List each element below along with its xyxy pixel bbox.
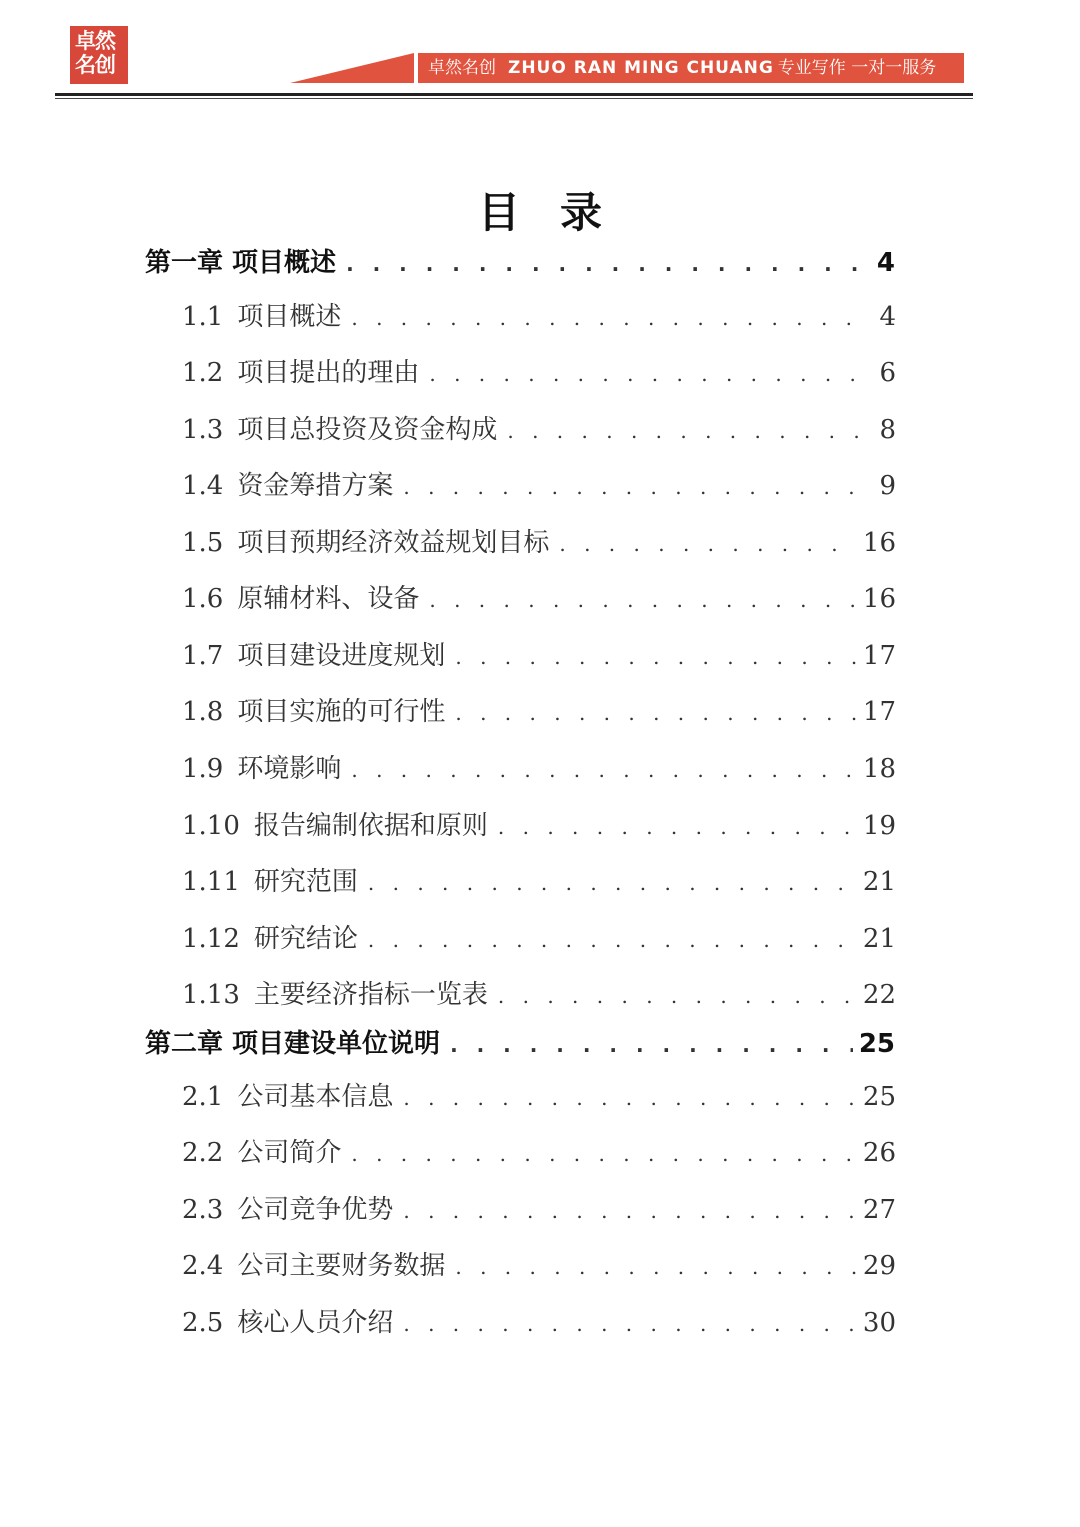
toc-page-number: 27 [862,1195,896,1225]
toc-page-number: 22 [862,980,896,1010]
toc-page-number: 4 [876,248,895,278]
toc-section-entry[interactable] [182,1189,896,1226]
toc-entry-number: 1.5 [182,528,224,558]
toc-page-number: 19 [862,811,896,841]
toc-page-number: 18 [862,754,896,784]
toc-section-entry[interactable] [182,409,896,446]
toc-section-entry[interactable] [182,522,896,559]
toc-leader-dots [507,419,860,443]
toc-entry-label: 环境影响 [237,754,342,784]
brand-logo [70,26,128,84]
toc-leader-dots [429,588,857,612]
toc-leader-dots [559,532,857,556]
toc-section-entry[interactable] [182,861,896,898]
toc-entry-label: 项目建设进度规划 [237,641,446,671]
toc-entry-number: 2.5 [182,1308,224,1338]
toc-entry-number: 1.13 [182,980,240,1010]
toc-entry-label: 项目概述 [237,302,342,332]
toc-page-number: 8 [879,415,896,445]
toc-leader-dots [455,1255,857,1279]
toc-leader-dots [429,362,860,386]
toc-entry-number: 2.2 [182,1138,224,1168]
toc-entry-label: 研究结论 [253,924,358,954]
toc-page-number: 17 [862,697,896,727]
toc-section-entry[interactable] [182,1076,896,1113]
toc-section-entry[interactable] [182,465,896,502]
header-banner [418,53,964,83]
toc-section-entry[interactable] [182,635,896,672]
toc-entry-label: 核心人员介绍 [237,1308,394,1338]
toc-entry-number: 1.2 [182,358,224,388]
toc-leader-dots [368,871,857,895]
toc-entry-label: 主要经济指标一览表 [253,980,488,1010]
toc-entry-label: 项目总投资及资金构成 [237,415,498,445]
toc-leader-dots [455,701,857,725]
toc-entry-number: 1.4 [182,471,224,501]
toc-section-entry[interactable] [182,918,896,955]
header-rule-thin [55,98,973,99]
toc-chapter-entry[interactable] [145,1023,895,1060]
toc-section-entry[interactable] [182,1245,896,1282]
toc-page-number: 29 [862,1251,896,1281]
toc-entry-label: 项目提出的理由 [237,358,420,388]
toc-entry-number: 2.3 [182,1195,224,1225]
toc-leader-dots [351,758,857,782]
toc-leader-dots [368,928,857,952]
toc-entry-label: 研究范围 [253,867,358,897]
toc-entry-label: 公司竞争优势 [237,1195,394,1225]
toc-entry-number: 1.12 [182,924,240,954]
toc-leader-dots [351,1142,857,1166]
toc-page-number: 16 [862,584,896,614]
banner-wedge [290,53,414,83]
toc-section-entry[interactable] [182,352,896,389]
toc-leader-dots [498,815,857,839]
page-title: 目录 [477,188,642,237]
toc-page-number: 30 [862,1308,896,1338]
toc-entry-number: 1.7 [182,641,224,671]
toc-page-number: 25 [862,1082,896,1112]
toc-page-number: 16 [862,528,896,558]
toc-leader-dots [450,1033,853,1057]
toc-entry-label: 公司主要财务数据 [237,1251,446,1281]
toc-entry-label: 项目预期经济效益规划目标 [237,528,550,558]
toc-entry-label: 项目实施的可行性 [237,697,446,727]
toc-leader-dots [403,1199,857,1223]
toc-entry-number: 1.3 [182,415,224,445]
toc-leader-dots [403,1086,857,1110]
toc-section-entry[interactable] [182,1302,896,1339]
toc-leader-dots [403,475,860,499]
toc-page-number: 9 [879,471,896,501]
toc-section-entry[interactable] [182,805,896,842]
toc-page-number: 4 [879,302,896,332]
toc-entry-label: 原辅材料、设备 [237,584,420,614]
logo-text-line1: 卓然 [75,29,115,53]
toc-entry-number: 1.8 [182,697,224,727]
toc-page-number: 26 [862,1138,896,1168]
logo-text-line2: 名创 [75,53,115,77]
toc-entry-number: 2.1 [182,1082,224,1112]
toc-section-entry[interactable] [182,578,896,615]
toc-leader-dots [351,306,860,330]
banner-brand-en: ZHUO RAN MING CHUANG [508,58,774,78]
toc-page-number: 25 [858,1029,895,1059]
toc-entry-label: 报告编制依据和原则 [253,811,488,841]
toc-entry-number: 1.9 [182,754,224,784]
banner-brand-cn: 卓然名创 [428,58,496,78]
header-rule-thick [55,93,973,96]
toc-leader-dots [455,645,857,669]
toc-entry-label: 资金筹措方案 [237,471,394,501]
toc-section-entry[interactable] [182,1132,896,1169]
toc-entry-number: 1.6 [182,584,224,614]
banner-slogan: 专业写作 一对一服务 [777,58,937,78]
toc-page-number: 17 [862,641,896,671]
toc-entry-number: 1.11 [182,867,240,897]
toc-page-number: 21 [862,867,896,897]
toc-entry-number: 2.4 [182,1251,224,1281]
toc-leader-dots [403,1312,857,1336]
toc-entry-number: 1.10 [182,811,240,841]
toc-page-number: 21 [862,924,896,954]
toc-entry-number: 1.1 [182,302,224,332]
toc-section-entry[interactable] [182,296,896,333]
toc-section-entry[interactable] [182,974,896,1011]
toc-entry-label: 公司简介 [237,1138,342,1168]
toc-section-entry[interactable] [182,691,896,728]
toc-entry-label: 公司基本信息 [237,1082,394,1112]
toc-leader-dots [346,252,859,276]
toc-section-entry[interactable] [182,748,896,785]
toc-chapter-entry[interactable] [145,242,895,279]
toc-entry-label: 第二章 项目建设单位说明 [145,1029,441,1059]
toc-leader-dots [498,984,857,1008]
toc-entry-label: 第一章 项目概述 [145,248,337,278]
toc-page-number: 6 [879,358,896,388]
